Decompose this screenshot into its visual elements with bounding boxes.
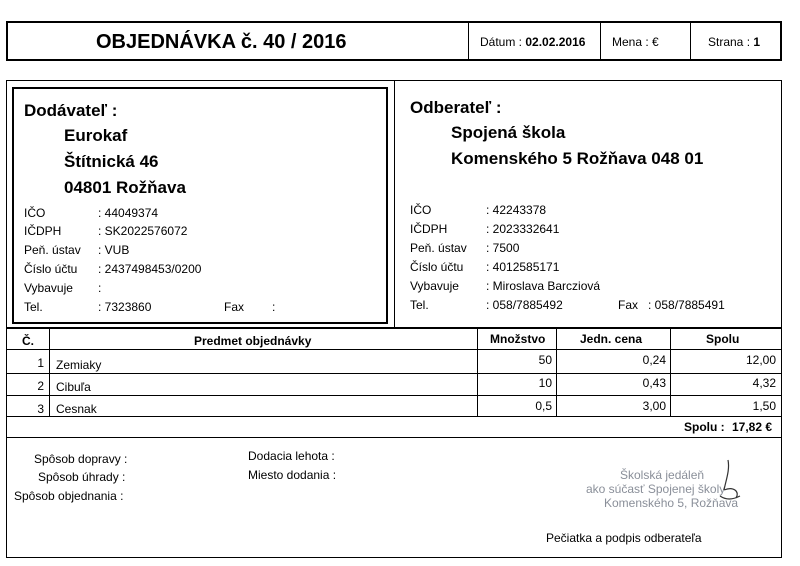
col-header-total: Spolu — [706, 332, 740, 346]
col-header-qty: Množstvo — [490, 332, 546, 346]
row-item: Cesnak — [56, 402, 97, 416]
supplier-account-label: Číslo účtu — [24, 262, 78, 276]
table-column-divider — [556, 328, 557, 416]
supplier-ico-label: IČO — [24, 206, 46, 220]
page-number-field — [708, 35, 760, 49]
supplier-tel-label: Tel. — [24, 300, 43, 314]
row-item: Cibuľa — [56, 380, 91, 394]
customer-fax-label: Fax — [618, 298, 639, 312]
table-column-divider — [49, 328, 50, 416]
payment-label: Spôsob úhrady : — [38, 470, 126, 484]
table-row-border — [7, 395, 781, 396]
header-divider — [690, 22, 691, 60]
supplier-bank-value: : VUB — [98, 243, 130, 257]
customer-heading: Odberateľ : — [410, 98, 502, 117]
customer-bank-label: Peň. ústav — [410, 241, 467, 255]
table-sum-border — [7, 437, 781, 438]
table-row-border — [7, 373, 781, 374]
row-item: Zemiaky — [56, 358, 102, 372]
supplier-street: Štítnická 46 — [64, 152, 159, 171]
currency-field — [612, 35, 659, 49]
supplier-account-value: : 2437498453/0200 — [98, 262, 202, 276]
page-value: 1 — [753, 35, 761, 49]
stamp-line: ako súčasť Spojenej školy — [586, 482, 726, 496]
row-total: 12,00 — [745, 353, 776, 367]
sum-label: Spolu : — [684, 420, 725, 434]
supplier-tel-value: : 7323860 — [98, 300, 152, 314]
customer-tel-label: Tel. — [410, 298, 429, 312]
table-top-border — [7, 327, 781, 329]
table-row-border — [7, 416, 781, 417]
row-total: 4,32 — [752, 376, 776, 390]
row-number: 2 — [37, 379, 44, 393]
row-qty: 0,5 — [535, 399, 552, 413]
customer-fax-value: : 058/7885491 — [648, 298, 725, 312]
currency-value: € — [652, 35, 659, 49]
customer-icdph-label: IČDPH — [410, 222, 448, 236]
col-header-item: Predmet objednávky — [194, 334, 312, 348]
table-column-divider — [477, 328, 478, 416]
supplier-ico-value: : 44049374 — [98, 206, 159, 220]
supplier-name: Eurokaf — [64, 126, 128, 145]
customer-contact-label: Vybavuje — [410, 279, 459, 293]
header-divider — [600, 22, 601, 60]
col-header-unit-price: Jedn. cena — [580, 332, 643, 346]
supplier-icdph-label: IČDPH — [24, 224, 62, 238]
date-field — [480, 35, 585, 49]
supplier-contact-value: : — [98, 281, 102, 295]
customer-ico-label: IČO — [410, 203, 432, 217]
supplier-city: 04801 Rožňava — [64, 178, 186, 197]
page-label: Strana : — [708, 35, 751, 49]
table-header-border — [7, 349, 781, 350]
delivery-place-label: Miesto dodania : — [248, 468, 337, 482]
supplier-fax-label: Fax — [224, 300, 245, 314]
party-divider — [394, 81, 395, 327]
row-qty: 10 — [538, 376, 552, 390]
customer-tel-value: : 058/7885492 — [486, 298, 563, 312]
customer-icdph-value: : 2023332641 — [486, 222, 560, 236]
signature-mark — [690, 456, 750, 506]
col-header-no: Č. — [22, 334, 34, 348]
date-label: Dátum : — [480, 35, 523, 49]
supplier-bank-label: Peň. ústav — [24, 243, 81, 257]
customer-bank-value: : 7500 — [486, 241, 520, 255]
supplier-fax-value: : — [272, 300, 276, 314]
stamp-line: Školská jedáleň — [620, 468, 705, 482]
row-unit-price: 3,00 — [642, 399, 666, 413]
header-divider — [468, 22, 469, 60]
order-method-label: Spôsob objednania : — [14, 489, 124, 503]
row-number: 1 — [37, 356, 44, 370]
customer-address: Komenského 5 Rožňava 048 01 — [451, 149, 704, 168]
customer-account-value: : 4012585171 — [486, 260, 560, 274]
customer-account-label: Číslo účtu — [410, 260, 464, 274]
row-unit-price: 0,43 — [642, 376, 666, 390]
table-column-divider — [670, 328, 671, 416]
signature-label: Pečiatka a podpis odberateľa — [546, 531, 702, 545]
currency-label: Mena : — [612, 35, 649, 49]
row-total: 1,50 — [752, 399, 776, 413]
sum-value: 17,82 € — [732, 420, 773, 434]
customer-name: Spojená škola — [451, 123, 566, 142]
stamp-line: Komenského 5, Rožňava — [604, 496, 739, 510]
supplier-heading: Dodávateľ : — [24, 101, 118, 120]
customer-contact-value: : Miroslava Barcziová — [486, 279, 601, 293]
supplier-icdph-value: : SK2022576072 — [98, 224, 188, 238]
row-unit-price: 0,24 — [642, 353, 666, 367]
row-number: 3 — [37, 402, 44, 416]
supplier-contact-label: Vybavuje — [24, 281, 73, 295]
row-qty: 50 — [538, 353, 552, 367]
delivery-term-label: Dodacia lehota : — [248, 449, 335, 463]
customer-ico-value: : 42243378 — [486, 203, 547, 217]
transport-label: Spôsob dopravy : — [34, 452, 128, 466]
date-value: 02.02.2016 — [525, 35, 586, 49]
page-title: OBJEDNÁVKA č. 40 / 2016 — [96, 31, 347, 53]
